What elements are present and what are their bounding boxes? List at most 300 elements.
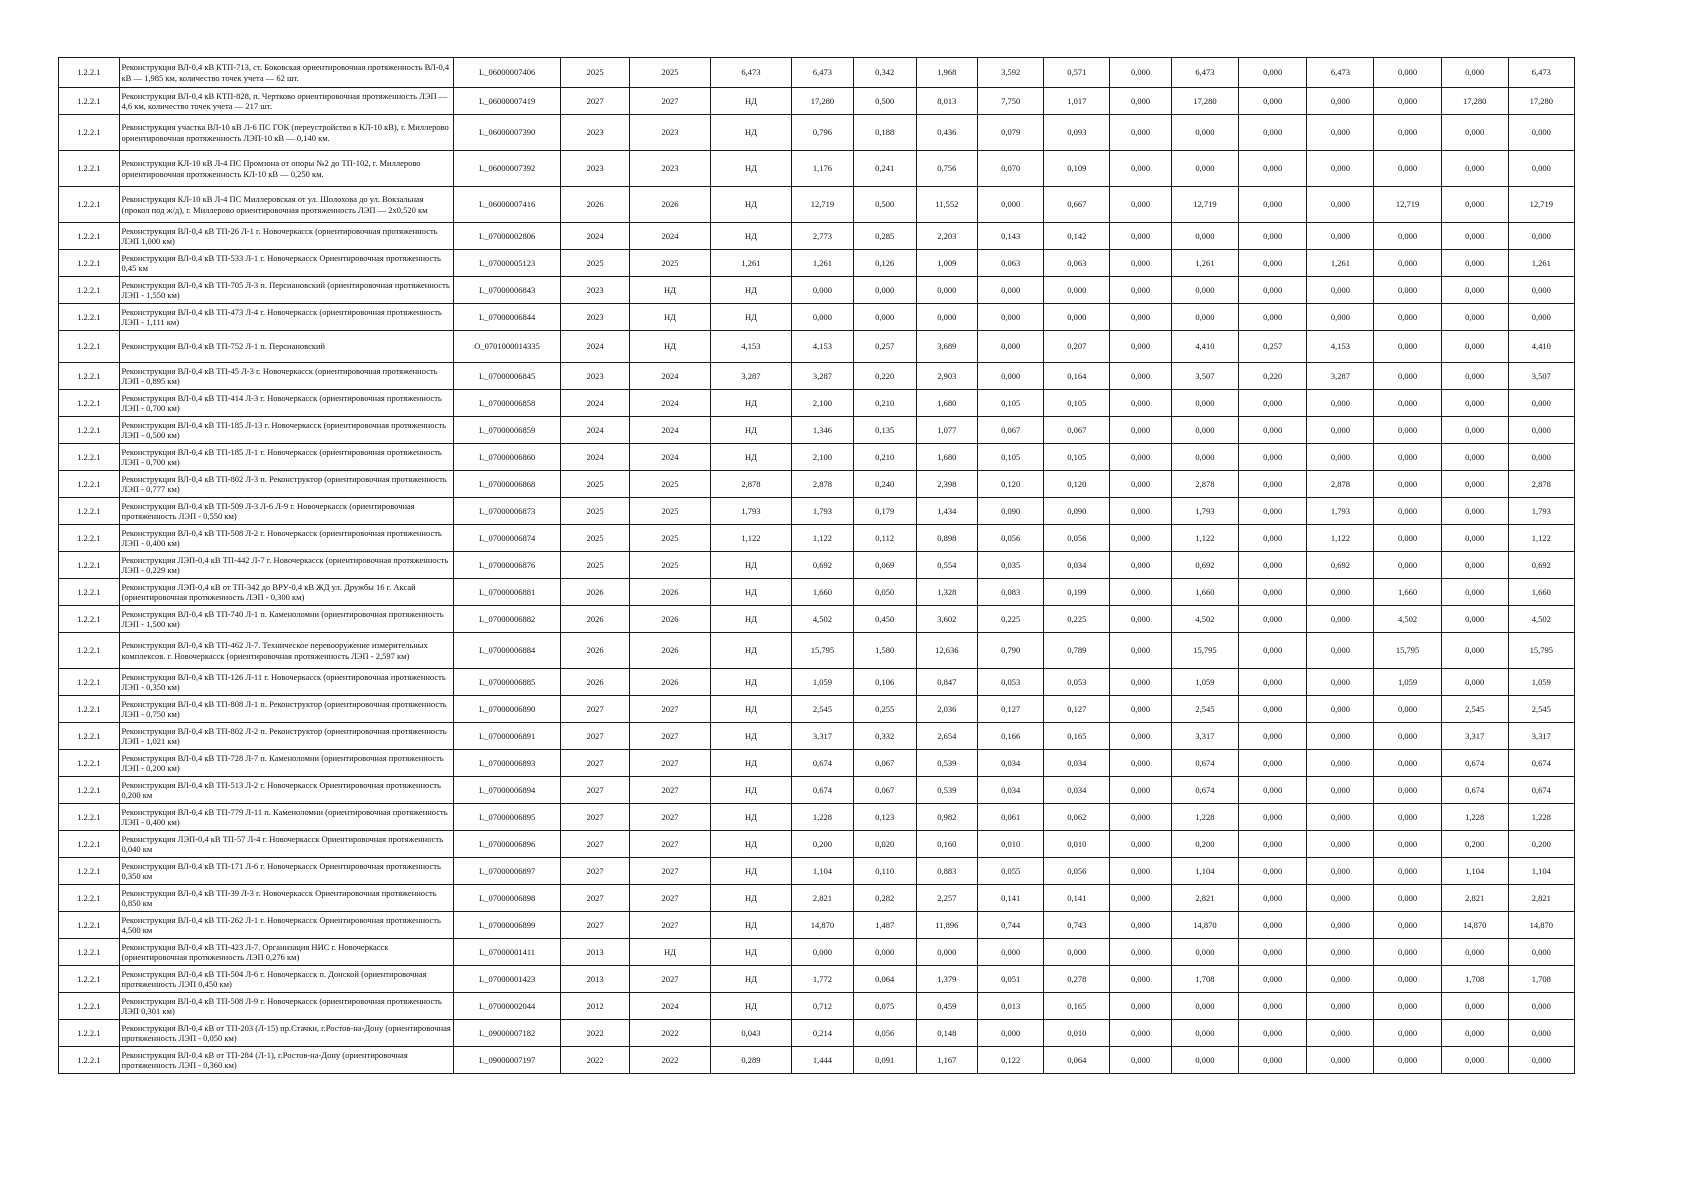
value-cell-8: 0,000 <box>1171 151 1238 187</box>
value-cell-1: 6,473 <box>710 58 791 88</box>
value-cell-11: 0,000 <box>1374 88 1441 115</box>
project-name-cell: Реконструкция ЛЭП-0,4 кВ ТП-442 Л-7 г. Новочеркасск (ориентировочная протяженность ЛЭП - 0,229 км) <box>119 552 454 579</box>
value-cell-7: 0,000 <box>1110 304 1172 331</box>
project-name-cell: Реконструкция ЛЭП-0,4 кВ от ТП-342 до ВРУ-0,4 кВ ЖД ул. Дружбы 16 г. Аксай (ориентировочная протяженность ЛЭП - 0,300 км) <box>119 579 454 606</box>
end-year-cell: 2027 <box>630 804 710 831</box>
value-cell-7: 0,000 <box>1110 471 1172 498</box>
value-cell-5: 0,000 <box>978 277 1044 304</box>
value-cell-4: 0,539 <box>916 777 978 804</box>
value-cell-13: 0,674 <box>1508 777 1574 804</box>
project-name-cell: Реконструкция участка ВЛ-10 кВ Л-6 ПС ГОК (переустройство в КЛ-10 кВ), г. Миллерово ориентировочная протяженность ЛЭП-10 кВ — 0,140 км. <box>119 115 454 151</box>
value-cell-7: 0,000 <box>1110 223 1172 250</box>
value-cell-7: 0,000 <box>1110 277 1172 304</box>
value-cell-8: 0,000 <box>1171 115 1238 151</box>
value-cell-4: 0,539 <box>916 750 978 777</box>
value-cell-12: 0,000 <box>1441 363 1508 390</box>
value-cell-6: 0,067 <box>1044 417 1110 444</box>
table-row <box>59 750 1641 777</box>
value-cell-6: 0,105 <box>1044 444 1110 471</box>
value-cell-11: 4,502 <box>1374 606 1441 633</box>
value-cell-10: 0,000 <box>1307 939 1374 966</box>
end-year-cell: 2023 <box>630 115 710 151</box>
project-id-cell: L_06000007406 <box>454 58 561 88</box>
end-year-cell: 2027 <box>630 885 710 912</box>
value-cell-9: 0,000 <box>1239 471 1307 498</box>
value-cell-1: 4,153 <box>710 331 791 363</box>
value-cell-11: 0,000 <box>1374 390 1441 417</box>
project-name-cell: Реконструкция ВЛ-0,4 кВ ТП-423 Л-7. Организация НИС г. Новочеркасск (ориентировочная протяженность ЛЭП 0,276 км) <box>119 939 454 966</box>
value-cell-7: 0,000 <box>1110 363 1172 390</box>
value-cell-6: 0,207 <box>1044 331 1110 363</box>
value-cell-4: 1,077 <box>916 417 978 444</box>
value-cell-4: 12,636 <box>916 633 978 669</box>
value-cell-4: 3,602 <box>916 606 978 633</box>
value-cell-12: 0,000 <box>1441 993 1508 1020</box>
value-cell-3: 0,050 <box>853 579 916 606</box>
value-cell-12: 1,228 <box>1441 804 1508 831</box>
project-name-cell: Реконструкция ВЛ-0,4 кВ от ТП-284 (Л-1), г.Ростов-на-Дону (ориентировочная протяженность ЛЭП - 0,360 км) <box>119 1047 454 1074</box>
end-year-cell: 2024 <box>630 390 710 417</box>
value-cell-12: 0,200 <box>1441 831 1508 858</box>
value-cell-11: 0,000 <box>1374 277 1441 304</box>
end-year-cell: 2027 <box>630 696 710 723</box>
value-cell-10: 2,878 <box>1307 471 1374 498</box>
code-cell: 1.2.2.1 <box>59 390 120 417</box>
value-cell-7: 0,000 <box>1110 633 1172 669</box>
code-cell: 1.2.2.1 <box>59 250 120 277</box>
project-name-cell: Реконструкция ВЛ-0,4 кВ ТП-504 Л-6 г. Новочеркасск п. Донской (ориентировочная протяженность ЛЭП 0,450 км) <box>119 966 454 993</box>
value-cell-6: 0,064 <box>1044 1047 1110 1074</box>
value-cell-9: 0,000 <box>1239 525 1307 552</box>
value-cell-10: 0,000 <box>1307 777 1374 804</box>
value-cell-4: 1,680 <box>916 444 978 471</box>
value-cell-4: 0,847 <box>916 669 978 696</box>
table-row <box>59 633 1641 669</box>
value-cell-6: 0,053 <box>1044 669 1110 696</box>
value-cell-8: 4,502 <box>1171 606 1238 633</box>
value-cell-1: 1,122 <box>710 525 791 552</box>
value-cell-13: 0,000 <box>1508 151 1574 187</box>
value-cell-5: 0,051 <box>978 966 1044 993</box>
value-cell-10: 0,000 <box>1307 304 1374 331</box>
value-cell-4: 1,009 <box>916 250 978 277</box>
value-cell-13: 1,261 <box>1508 250 1574 277</box>
value-cell-11: 0,000 <box>1374 151 1441 187</box>
value-cell-4: 2,203 <box>916 223 978 250</box>
value-cell-7: 0,000 <box>1110 187 1172 223</box>
value-cell-6: 0,062 <box>1044 804 1110 831</box>
value-cell-12: 0,000 <box>1441 552 1508 579</box>
value-cell-5: 0,035 <box>978 552 1044 579</box>
value-cell-1: НД <box>710 633 791 669</box>
code-cell: 1.2.2.1 <box>59 633 120 669</box>
value-cell-1: НД <box>710 417 791 444</box>
end-year-cell: 2025 <box>630 250 710 277</box>
value-cell-12: 0,000 <box>1441 115 1508 151</box>
value-cell-4: 8,013 <box>916 88 978 115</box>
value-cell-8: 12,719 <box>1171 187 1238 223</box>
value-cell-3: 0,240 <box>853 471 916 498</box>
value-cell-11: 0,000 <box>1374 223 1441 250</box>
value-cell-1: НД <box>710 88 791 115</box>
value-cell-1: НД <box>710 858 791 885</box>
value-cell-12: 0,674 <box>1441 777 1508 804</box>
value-cell-12: 0,674 <box>1441 750 1508 777</box>
value-cell-3: 0,000 <box>853 277 916 304</box>
value-cell-5: 0,143 <box>978 223 1044 250</box>
value-cell-13: 0,000 <box>1508 115 1574 151</box>
value-cell-3: 0,255 <box>853 696 916 723</box>
value-cell-2: 0,000 <box>792 277 854 304</box>
value-cell-5: 0,166 <box>978 723 1044 750</box>
value-cell-9: 0,000 <box>1239 966 1307 993</box>
value-cell-6: 0,199 <box>1044 579 1110 606</box>
project-name-cell: Реконструкция ВЛ-0,4 кВ ТП-513 Л-2 г. Новочеркасск Ориентировочная протяженность 0,200 км <box>119 777 454 804</box>
value-cell-2: 3,287 <box>792 363 854 390</box>
value-cell-6: 0,105 <box>1044 390 1110 417</box>
table-row <box>59 525 1641 552</box>
code-cell: 1.2.2.1 <box>59 777 120 804</box>
table-row <box>59 250 1641 277</box>
value-cell-11: 0,000 <box>1374 471 1441 498</box>
value-cell-1: НД <box>710 723 791 750</box>
value-cell-7: 0,000 <box>1110 696 1172 723</box>
table-row <box>59 151 1641 187</box>
code-cell: 1.2.2.1 <box>59 444 120 471</box>
start-year-cell: 2024 <box>561 390 630 417</box>
value-cell-1: НД <box>710 777 791 804</box>
value-cell-2: 4,502 <box>792 606 854 633</box>
value-cell-9: 0,000 <box>1239 777 1307 804</box>
value-cell-11: 0,000 <box>1374 750 1441 777</box>
value-cell-11: 15,795 <box>1374 633 1441 669</box>
value-cell-12: 0,000 <box>1441 1020 1508 1047</box>
project-id-cell: L_07000006893 <box>454 750 561 777</box>
value-cell-10: 4,153 <box>1307 331 1374 363</box>
value-cell-2: 14,870 <box>792 912 854 939</box>
value-cell-13: 0,000 <box>1508 390 1574 417</box>
value-cell-8: 0,000 <box>1171 277 1238 304</box>
value-cell-8: 0,674 <box>1171 777 1238 804</box>
value-cell-3: 0,000 <box>853 939 916 966</box>
start-year-cell: 2027 <box>561 696 630 723</box>
code-cell: 1.2.2.1 <box>59 151 120 187</box>
value-cell-9: 0,220 <box>1239 363 1307 390</box>
value-cell-10: 0,000 <box>1307 723 1374 750</box>
value-cell-3: 0,257 <box>853 331 916 363</box>
project-name-cell: Реконструкция ВЛ-0,4 кВ ТП-171 Л-6 г. Новочеркасск Ориентировочная протяженность 0,350 км <box>119 858 454 885</box>
value-cell-8: 1,122 <box>1171 525 1238 552</box>
code-cell: 1.2.2.1 <box>59 115 120 151</box>
value-cell-13: 17,280 <box>1508 88 1574 115</box>
value-cell-10: 0,000 <box>1307 993 1374 1020</box>
project-name-cell: Реконструкция ВЛ-0,4 кВ ТП-533 Л-1 г. Новочеркасск Ориентировочная протяженность 0,45 км <box>119 250 454 277</box>
value-cell-2: 1,176 <box>792 151 854 187</box>
start-year-cell: 2025 <box>561 58 630 88</box>
value-cell-11: 0,000 <box>1374 58 1441 88</box>
value-cell-4: 1,968 <box>916 58 978 88</box>
project-id-cell: L_07000006844 <box>454 304 561 331</box>
start-year-cell: 2027 <box>561 88 630 115</box>
code-cell: 1.2.2.1 <box>59 525 120 552</box>
value-cell-9: 0,000 <box>1239 444 1307 471</box>
value-cell-3: 0,450 <box>853 606 916 633</box>
value-cell-7: 0,000 <box>1110 390 1172 417</box>
value-cell-13: 1,104 <box>1508 858 1574 885</box>
value-cell-2: 17,280 <box>792 88 854 115</box>
value-cell-7: 0,000 <box>1110 804 1172 831</box>
value-cell-13: 0,000 <box>1508 939 1574 966</box>
value-cell-6: 0,225 <box>1044 606 1110 633</box>
value-cell-13: 1,708 <box>1508 966 1574 993</box>
start-year-cell: 2026 <box>561 579 630 606</box>
value-cell-5: 0,000 <box>978 331 1044 363</box>
value-cell-9: 0,000 <box>1239 151 1307 187</box>
value-cell-4: 11,552 <box>916 187 978 223</box>
value-cell-12: 0,000 <box>1441 151 1508 187</box>
code-cell: 1.2.2.1 <box>59 858 120 885</box>
value-cell-11: 0,000 <box>1374 444 1441 471</box>
value-cell-5: 0,061 <box>978 804 1044 831</box>
value-cell-6: 0,127 <box>1044 696 1110 723</box>
value-cell-2: 6,473 <box>792 58 854 88</box>
project-id-cell: L_07000006896 <box>454 831 561 858</box>
value-cell-8: 1,104 <box>1171 858 1238 885</box>
code-cell: 1.2.2.1 <box>59 1047 120 1074</box>
value-cell-5: 0,013 <box>978 993 1044 1020</box>
value-cell-1: НД <box>710 304 791 331</box>
value-cell-2: 2,545 <box>792 696 854 723</box>
project-name-cell: Реконструкция ВЛ-0,4 кВ ТП-185 Л-1 г. Новочеркасск (ориентировочная протяженность ЛЭП - 0,700 км) <box>119 444 454 471</box>
value-cell-5: 0,120 <box>978 471 1044 498</box>
value-cell-9: 0,000 <box>1239 939 1307 966</box>
value-cell-9: 0,000 <box>1239 390 1307 417</box>
value-cell-1: НД <box>710 750 791 777</box>
code-cell: 1.2.2.1 <box>59 669 120 696</box>
value-cell-10: 0,000 <box>1307 579 1374 606</box>
value-cell-1: НД <box>710 277 791 304</box>
value-cell-6: 0,034 <box>1044 552 1110 579</box>
code-cell: 1.2.2.1 <box>59 885 120 912</box>
value-cell-8: 0,692 <box>1171 552 1238 579</box>
table-row <box>59 88 1641 115</box>
value-cell-10: 0,000 <box>1307 1020 1374 1047</box>
start-year-cell: 2023 <box>561 363 630 390</box>
value-cell-8: 2,878 <box>1171 471 1238 498</box>
value-cell-2: 1,104 <box>792 858 854 885</box>
value-cell-5: 0,034 <box>978 777 1044 804</box>
value-cell-4: 1,167 <box>916 1047 978 1074</box>
value-cell-12: 0,000 <box>1441 525 1508 552</box>
value-cell-1: НД <box>710 187 791 223</box>
value-cell-11: 12,719 <box>1374 187 1441 223</box>
value-cell-13: 0,000 <box>1508 277 1574 304</box>
value-cell-1: 1,793 <box>710 498 791 525</box>
value-cell-9: 0,000 <box>1239 606 1307 633</box>
project-name-cell: Реконструкция ВЛ-0,4 кВ ТП-473 Л-4 г. Новочеркасск (ориентировочная протяженность ЛЭП - 1,111 км) <box>119 304 454 331</box>
value-cell-8: 1,059 <box>1171 669 1238 696</box>
start-year-cell: 2025 <box>561 250 630 277</box>
value-cell-4: 0,000 <box>916 277 978 304</box>
value-cell-13: 1,660 <box>1508 579 1574 606</box>
value-cell-12: 0,000 <box>1441 498 1508 525</box>
project-id-cell: L_07000006845 <box>454 363 561 390</box>
code-cell: 1.2.2.1 <box>59 363 120 390</box>
start-year-cell: 2027 <box>561 885 630 912</box>
table-row <box>59 606 1641 633</box>
value-cell-7: 0,000 <box>1110 669 1172 696</box>
value-cell-11: 0,000 <box>1374 1047 1441 1074</box>
value-cell-11: 1,059 <box>1374 669 1441 696</box>
end-year-cell: 2026 <box>630 606 710 633</box>
project-id-cell: L_07000006891 <box>454 723 561 750</box>
code-cell: 1.2.2.1 <box>59 277 120 304</box>
value-cell-6: 0,278 <box>1044 966 1110 993</box>
value-cell-2: 12,719 <box>792 187 854 223</box>
value-cell-13: 2,545 <box>1508 696 1574 723</box>
project-name-cell: Реконструкция ВЛ-0,4 кВ ТП-779 Л-11 п. Каменоломни (ориентировочная протяженность ЛЭП - 0,400 км) <box>119 804 454 831</box>
value-cell-1: НД <box>710 390 791 417</box>
value-cell-12: 2,821 <box>1441 885 1508 912</box>
end-year-cell: 2026 <box>630 669 710 696</box>
code-cell: 1.2.2.1 <box>59 804 120 831</box>
value-cell-5: 0,141 <box>978 885 1044 912</box>
table-row <box>59 552 1641 579</box>
project-id-cell: L_07000006874 <box>454 525 561 552</box>
value-cell-4: 0,459 <box>916 993 978 1020</box>
code-cell: 1.2.2.1 <box>59 579 120 606</box>
value-cell-2: 1,228 <box>792 804 854 831</box>
value-cell-13: 0,000 <box>1508 223 1574 250</box>
value-cell-12: 17,280 <box>1441 88 1508 115</box>
value-cell-6: 0,056 <box>1044 858 1110 885</box>
end-year-cell: 2024 <box>630 223 710 250</box>
value-cell-5: 0,225 <box>978 606 1044 633</box>
project-name-cell: Реконструкция ВЛ-0,4 кВ ТП-462 Л-7. Техническое перевооружение измерительных комплексов. г. Новочеркасск (ориентировочная протяженность ЛЭП - 2,597 км) <box>119 633 454 669</box>
table-row <box>59 669 1641 696</box>
value-cell-13: 2,821 <box>1508 885 1574 912</box>
value-cell-10: 0,000 <box>1307 223 1374 250</box>
value-cell-13: 3,317 <box>1508 723 1574 750</box>
value-cell-7: 0,000 <box>1110 417 1172 444</box>
end-year-cell: 2024 <box>630 417 710 444</box>
value-cell-8: 0,000 <box>1171 390 1238 417</box>
value-cell-10: 0,000 <box>1307 88 1374 115</box>
value-cell-5: 0,083 <box>978 579 1044 606</box>
value-cell-4: 2,398 <box>916 471 978 498</box>
value-cell-10: 0,000 <box>1307 858 1374 885</box>
value-cell-8: 1,660 <box>1171 579 1238 606</box>
value-cell-5: 0,010 <box>978 831 1044 858</box>
value-cell-11: 0,000 <box>1374 696 1441 723</box>
end-year-cell: 2027 <box>630 858 710 885</box>
value-cell-10: 0,000 <box>1307 804 1374 831</box>
project-id-cell: L_07000006885 <box>454 669 561 696</box>
value-cell-11: 0,000 <box>1374 885 1441 912</box>
value-cell-4: 1,379 <box>916 966 978 993</box>
value-cell-3: 0,064 <box>853 966 916 993</box>
value-cell-9: 0,000 <box>1239 579 1307 606</box>
value-cell-2: 0,200 <box>792 831 854 858</box>
start-year-cell: 2025 <box>561 525 630 552</box>
project-id-cell: L_07000002806 <box>454 223 561 250</box>
table-row <box>59 885 1641 912</box>
project-name-cell: Реконструкция ВЛ-0,4 кВ КТП-713, ст. Боковская ориентировочная протяженность ВЛ-0,4 кВ — 1,985 км, количество точек учета — 62 шт. <box>119 58 454 88</box>
value-cell-3: 1,580 <box>853 633 916 669</box>
value-cell-2: 2,773 <box>792 223 854 250</box>
project-name-cell: Реконструкция ВЛ-0,4 кВ ТП-262 Л-1 г. Новочеркасск Ориентировочная протяженность 4,500 км <box>119 912 454 939</box>
value-cell-9: 0,000 <box>1239 885 1307 912</box>
value-cell-2: 0,692 <box>792 552 854 579</box>
value-cell-7: 0,000 <box>1110 250 1172 277</box>
value-cell-2: 15,795 <box>792 633 854 669</box>
value-cell-13: 0,000 <box>1508 304 1574 331</box>
value-cell-9: 0,000 <box>1239 993 1307 1020</box>
project-id-cell: L_07000006895 <box>454 804 561 831</box>
project-name-cell: Реконструкция ВЛ-0,4 кВ ТП-728 Л-7 п. Каменоломни (ориентировочная протяженность ЛЭП - 0,200 км) <box>119 750 454 777</box>
value-cell-7: 0,000 <box>1110 444 1172 471</box>
value-cell-1: 0,043 <box>710 1020 791 1047</box>
value-cell-2: 2,878 <box>792 471 854 498</box>
value-cell-11: 0,000 <box>1374 858 1441 885</box>
project-id-cell: L_06000007392 <box>454 151 561 187</box>
end-year-cell: 2027 <box>630 723 710 750</box>
value-cell-5: 0,063 <box>978 250 1044 277</box>
value-cell-2: 2,821 <box>792 885 854 912</box>
start-year-cell: 2023 <box>561 151 630 187</box>
code-cell: 1.2.2.1 <box>59 831 120 858</box>
value-cell-6: 0,034 <box>1044 750 1110 777</box>
value-cell-7: 0,000 <box>1110 777 1172 804</box>
value-cell-12: 14,870 <box>1441 912 1508 939</box>
value-cell-10: 1,122 <box>1307 525 1374 552</box>
value-cell-8: 1,708 <box>1171 966 1238 993</box>
value-cell-13: 0,000 <box>1508 993 1574 1020</box>
value-cell-3: 0,210 <box>853 390 916 417</box>
end-year-cell: НД <box>630 331 710 363</box>
value-cell-13: 4,502 <box>1508 606 1574 633</box>
code-cell: 1.2.2.1 <box>59 471 120 498</box>
project-name-cell: Реконструкция КЛ-10 кВ Л-4 ПС Промзона от опоры №2 до ТП-102, г. Миллерово ориентировочная протяженность КЛ-10 кВ — 0,250 км. <box>119 151 454 187</box>
value-cell-11: 0,000 <box>1374 250 1441 277</box>
value-cell-12: 0,000 <box>1441 471 1508 498</box>
value-cell-9: 0,000 <box>1239 696 1307 723</box>
table-row <box>59 993 1641 1020</box>
value-cell-10: 0,000 <box>1307 696 1374 723</box>
value-cell-5: 0,127 <box>978 696 1044 723</box>
value-cell-4: 3,689 <box>916 331 978 363</box>
value-cell-6: 0,063 <box>1044 250 1110 277</box>
code-cell: 1.2.2.1 <box>59 88 120 115</box>
code-cell: 1.2.2.1 <box>59 223 120 250</box>
value-cell-13: 0,000 <box>1508 1047 1574 1074</box>
value-cell-10: 0,000 <box>1307 115 1374 151</box>
value-cell-7: 0,000 <box>1110 750 1172 777</box>
code-cell: 1.2.2.1 <box>59 331 120 363</box>
value-cell-9: 0,000 <box>1239 115 1307 151</box>
value-cell-5: 0,000 <box>978 939 1044 966</box>
value-cell-1: 1,261 <box>710 250 791 277</box>
value-cell-6: 0,010 <box>1044 831 1110 858</box>
value-cell-6: 1,017 <box>1044 88 1110 115</box>
project-name-cell: Реконструкция КЛ-10 кВ Л-4 ПС Миллеровская от ул. Шолохова до ул. Вокзальная (прокол под ж/д), г. Миллерово ориентировочная протяженность ЛЭП — 2х0,520 км <box>119 187 454 223</box>
value-cell-3: 0,091 <box>853 1047 916 1074</box>
start-year-cell: 2023 <box>561 304 630 331</box>
value-cell-5: 7,750 <box>978 88 1044 115</box>
table-row <box>59 471 1641 498</box>
value-cell-10: 0,000 <box>1307 606 1374 633</box>
table-row <box>59 912 1641 939</box>
